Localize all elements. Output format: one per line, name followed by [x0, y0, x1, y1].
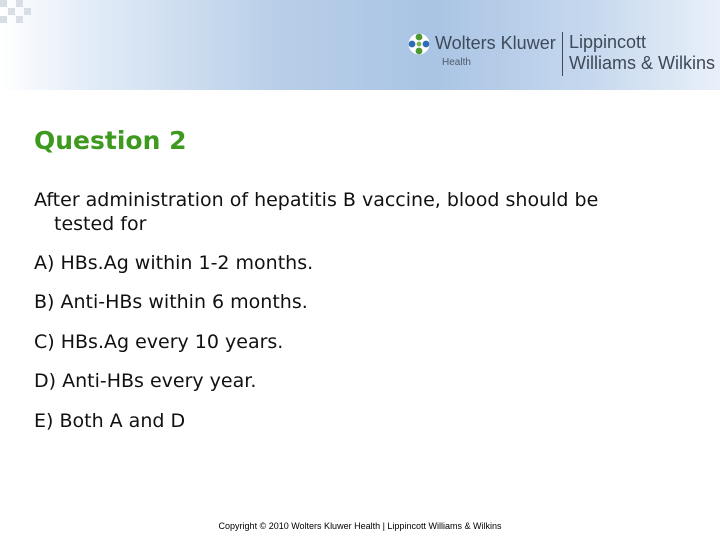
- question-stem-line2: tested for: [54, 213, 147, 235]
- answer-option-c: C) HBs.Ag every 10 years.: [34, 331, 284, 353]
- publisher-logo: [408, 28, 718, 80]
- question-stem-line1: After administration of hepatitis B vaccine, blood should be: [34, 189, 599, 211]
- logo-lippincott-line2: Williams & Wilkins: [569, 53, 715, 73]
- logo-lippincott: [569, 32, 715, 74]
- logo-health: Health: [442, 57, 471, 68]
- answer-option-b: B) Anti-HBs within 6 months.: [34, 291, 308, 313]
- answer-option-d: D) Anti-HBs every year.: [34, 370, 257, 392]
- slide-title: Question 2: [34, 126, 187, 155]
- question-stem: [34, 188, 704, 236]
- corner-dot-pattern: [0, 0, 40, 24]
- header-banner: [0, 0, 720, 90]
- answer-option-a: A) HBs.Ag within 1-2 months.: [34, 252, 314, 274]
- logo-divider: [562, 32, 563, 76]
- copyright-footer: Copyright © 2010 Wolters Kluwer Health | Lippincott Williams & Wilkins: [218, 521, 502, 531]
- logo-lippincott-line1: Lippincott: [569, 32, 647, 52]
- answer-option-e: E) Both A and D: [34, 410, 186, 432]
- wolters-kluwer-logo-icon: [408, 33, 430, 55]
- logo-wolters-kluwer: Wolters Kluwer: [435, 33, 556, 53]
